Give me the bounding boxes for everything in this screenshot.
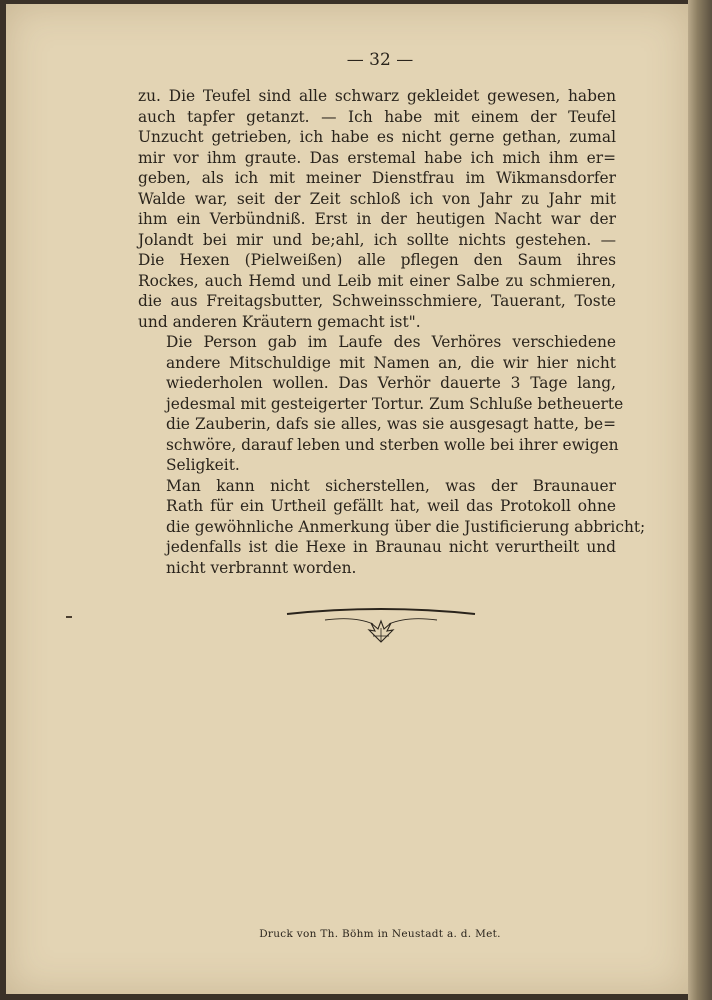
paragraph-1 xyxy=(138,86,616,332)
text-line: und anderen Kräutern gemacht ist". xyxy=(138,312,421,331)
text-line: jedenfalls ist die Hexe in Braunau nicht verurtheilt und xyxy=(166,538,616,556)
text-line: mir vor ihm graute. Das erstemal habe ich mich ihm er= xyxy=(138,148,616,167)
text-line: nicht verbrannt worden. xyxy=(166,558,357,577)
text-line: Seligkeit. xyxy=(166,456,240,474)
text-line: Jolandt bei mir und be;ahl, ich sollte nichts gestehen. — xyxy=(138,230,616,249)
printer-imprint: Druck von Th. Böhm in Neustadt a. d. Met. xyxy=(259,928,501,940)
text-line: geben, als ich mit meiner Dienstfrau im Wikmansdorfer xyxy=(138,169,616,187)
text-line: die aus Freitagsbutter, Schweinsschmiere, Tauerant, Toste xyxy=(138,292,616,310)
margin-mark xyxy=(66,616,72,618)
text-line: ihm ein Verbündniß. Erst in der heutigen Nacht war der xyxy=(138,210,616,228)
body-text xyxy=(138,86,646,578)
text-line: Rath für ein Urtheil gefällt hat, weil das Protokoll ohne xyxy=(166,497,616,515)
text-line: Rockes, auch Hemd und Leib mit einer Salbe zu schmieren, xyxy=(138,271,616,290)
text-line: Unzucht getrieben, ich habe es nicht gerne gethan, zumal xyxy=(138,128,616,146)
text-line: wiederholen wollen. Das Verhör dauerte 3 Tage lang, xyxy=(166,374,616,392)
text-line: Man kann nicht sicherstellen, was der Braunauer xyxy=(166,476,616,495)
book-spine xyxy=(688,0,712,1000)
text-line: die gewöhnliche Anmerkung über die Justificierung abbricht; xyxy=(166,517,646,536)
paragraph-3 xyxy=(138,476,646,579)
paragraph-2 xyxy=(138,332,624,476)
text-line: andere Mitschuldige mit Namen an, die wir hier nicht xyxy=(166,353,616,372)
ornament-divider-icon xyxy=(285,604,477,646)
page-number: — 32 — xyxy=(346,50,414,70)
text-line: auch tapfer getanzt. — Ich habe mit einem der Teufel xyxy=(138,107,616,126)
text-line: schwöre, darauf leben und sterben wolle bei ihrer ewigen xyxy=(166,435,619,454)
text-line: Die Hexen (Pielweißen) alle pflegen den Saum ihres xyxy=(138,251,616,269)
text-line: Walde war, seit der Zeit schloß ich von Jahr zu Jahr mit xyxy=(138,189,616,208)
text-line: zu. Die Teufel sind alle schwarz gekleidet gewesen, haben xyxy=(138,87,616,105)
text-line: die Zauberin, dafs sie alles, was sie ausgesagt hatte, be= xyxy=(166,415,616,433)
text-line: Die Person gab im Laufe des Verhöres verschiedene xyxy=(166,333,616,351)
text-line: jedesmal mit gesteigerter Tortur. Zum Schluße betheuerte xyxy=(166,394,624,413)
